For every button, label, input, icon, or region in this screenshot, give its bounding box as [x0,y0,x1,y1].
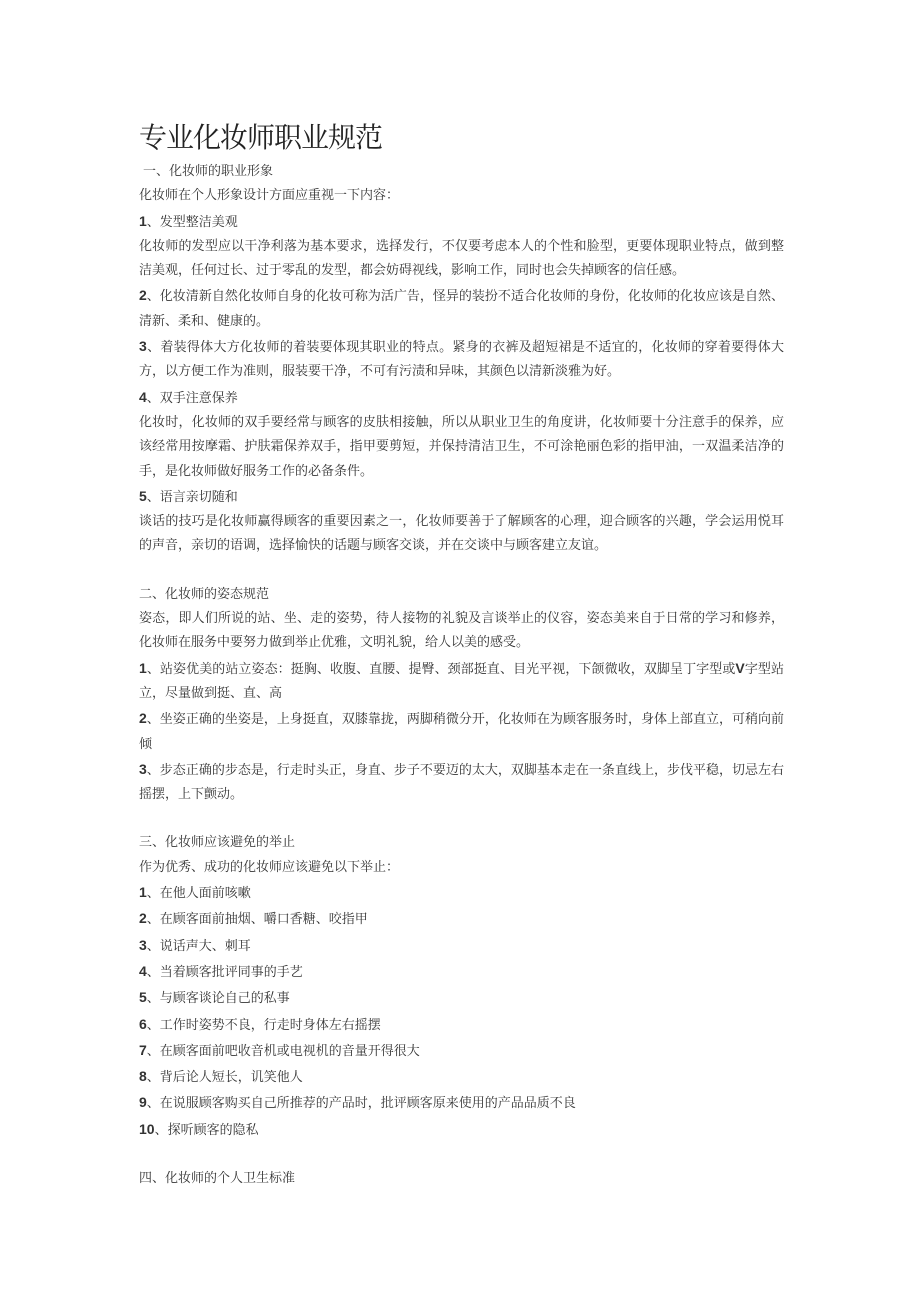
section-3-intro: 作为优秀、成功的化妆师应该避免以下举止： [139,859,400,875]
item-text: 、工作时姿势不良，行走时身体左右摇摆 [146,1017,381,1033]
list-item [139,1117,784,1143]
item-number: 3 [139,936,147,953]
document-body [139,120,784,1191]
section-1-heading: 一、化妆师的职业形象 [143,164,274,179]
document-title: 专业化妆师职业规范 [139,121,383,154]
item-text: 、步态正确的步态是，行走时头正，身直、步子不要迈的太大，双脚基本走在一条直线上，步伐平稳，切忌左右摇摆，上下颤动。 [139,762,784,803]
section-1-intro: 化妆师在个人形象设计方面应重视一下内容： [139,188,400,204]
item-text: 、在顾客面前吧收音机或电视机的音量开得很大 [146,1043,420,1059]
item-text: 、语言亲切随和 [146,489,238,505]
section-1-paragraph-4: 化妆时，化妆师的双手要经常与顾客的皮肤相接触，所以从职业卫生的角度讲，化妆师要十分注意手的保养，应该经常用按摩霜、护肤霜保养双手，指甲要剪短，并保持清洁卫生，不可涂艳丽色彩的指甲油，一双温柔洁净的手，是化妆师做好服务工作的必备条件。 [139,414,784,479]
section-1-item-3 [139,334,784,385]
item-text: 、站姿优美的站立姿态：挺胸、收腹、直腰、提臀、颈部挺直、目光平视，下颌微收，双脚呈丁字型或 [146,661,736,677]
item-text: 、在说服顾客购买自己所推荐的产品时，批评顾客原来使用的产品品质不良 [146,1096,576,1112]
section-1-item-5 [139,484,784,510]
item-number: 1 [139,884,147,901]
item-number: 5 [139,487,147,504]
item-number: 3 [139,760,147,777]
section-1-paragraph-1: 化妆师的发型应以干净利落为基本要求，选择发行，不仅要考虑本人的个性和脸型，更要体现职业特点，做到整洁美观，任何过长、过于零乱的发型，都会妨碍视线，影响工作，同时也会失掉顾客的信任感。 [139,238,784,279]
item-number: 2 [139,287,147,304]
section-4-heading: 四、化妆师的个人卫生标准 [139,1170,296,1186]
list-item [139,1090,784,1116]
item-text: 、坐姿正确的坐姿是，上身挺直，双膝靠拢，两脚稍微分开，化妆师在为顾客服务时，身体上部直立，可稍向前倾 [139,712,784,752]
section-2-item-3 [139,757,784,808]
item-number: 4 [139,388,147,405]
item-text: 、在他人面前咳嗽 [146,886,251,902]
list-item [139,933,784,959]
item-text: 、探听顾客的隐私 [154,1122,259,1138]
section-2-item-1 [139,656,784,707]
item-text: 、在顾客面前抽烟、嚼口香糖、咬指甲 [146,912,368,928]
item-number: 10 [139,1120,155,1137]
section-spacer [139,559,784,583]
section-3-heading: 三、化妆师应该避免的举止 [139,835,296,851]
section-2-intro: 姿态，即人们所说的站、坐、走的姿势，待人接物的礼貌及言谈举止的仪容，姿态美来自于日常的学习和修养，化妆师在服务中要努力做到举止优雅，文明礼貌，给人以美的感受。 [139,611,784,651]
section-2-item-2 [139,706,784,757]
section-1-item-1 [139,209,784,235]
item-number: 7 [139,1041,147,1058]
item-text: 、当着顾客批评同事的手艺 [146,964,303,980]
section-spacer [139,807,784,831]
list-item [139,906,784,932]
section-1-item-2 [139,283,784,334]
item-text: 、发型整洁美观 [146,214,238,230]
item-letter: V [735,659,745,676]
item-number: 5 [139,989,147,1006]
list-item [139,1064,784,1090]
list-item [139,1038,784,1064]
item-text: 、背后论人短长，讥笑他人 [146,1070,303,1086]
item-text: 、双手注意保养 [146,390,238,406]
list-item [139,1012,784,1038]
item-text: 、着装得体大方化妆师的着装要体现其职业的特点。紧身的衣裤及超短裙是不适宜的，化妆师的穿着要得体大方，以方便工作为准则，服装要干净，不可有污渍和异味，其颜色以清新淡雅为好。 [139,340,784,380]
list-item [139,959,784,985]
item-number: 8 [139,1068,147,1085]
item-number: 6 [139,1015,147,1032]
item-number: 4 [139,962,147,979]
item-number: 3 [139,338,147,355]
section-1-paragraph-5: 谈话的技巧是化妆师赢得顾客的重要因素之一，化妆师要善于了解顾客的心理，迎合顾客的兴趣，学会运用悦耳的声音，亲切的语调，选择愉快的话题与顾客交谈，并在交谈中与顾客建立友谊。 [139,514,784,554]
item-number: 1 [139,659,147,676]
list-item [139,985,784,1011]
item-number: 9 [139,1094,147,1111]
list-item [139,880,784,906]
section-spacer [139,1143,784,1167]
section-2-heading: 二、化妆师的姿态规范 [139,586,270,602]
item-number: 2 [139,910,147,927]
item-text: 、说话声大、刺耳 [146,938,251,954]
item-text: 、与顾客谈论自己的私事 [146,991,290,1007]
section-1-item-4 [139,385,784,411]
item-number: 2 [139,710,147,727]
item-text: 、化妆清新自然化妆师自身的化妆可称为活广告，怪异的装扮不适合化妆师的身份，化妆师的化妆应该是自然、清新、柔和、健康的。 [139,289,784,329]
item-text: 字型站立，尽量做到挺、直、高 [139,661,784,701]
item-number: 1 [139,212,147,229]
